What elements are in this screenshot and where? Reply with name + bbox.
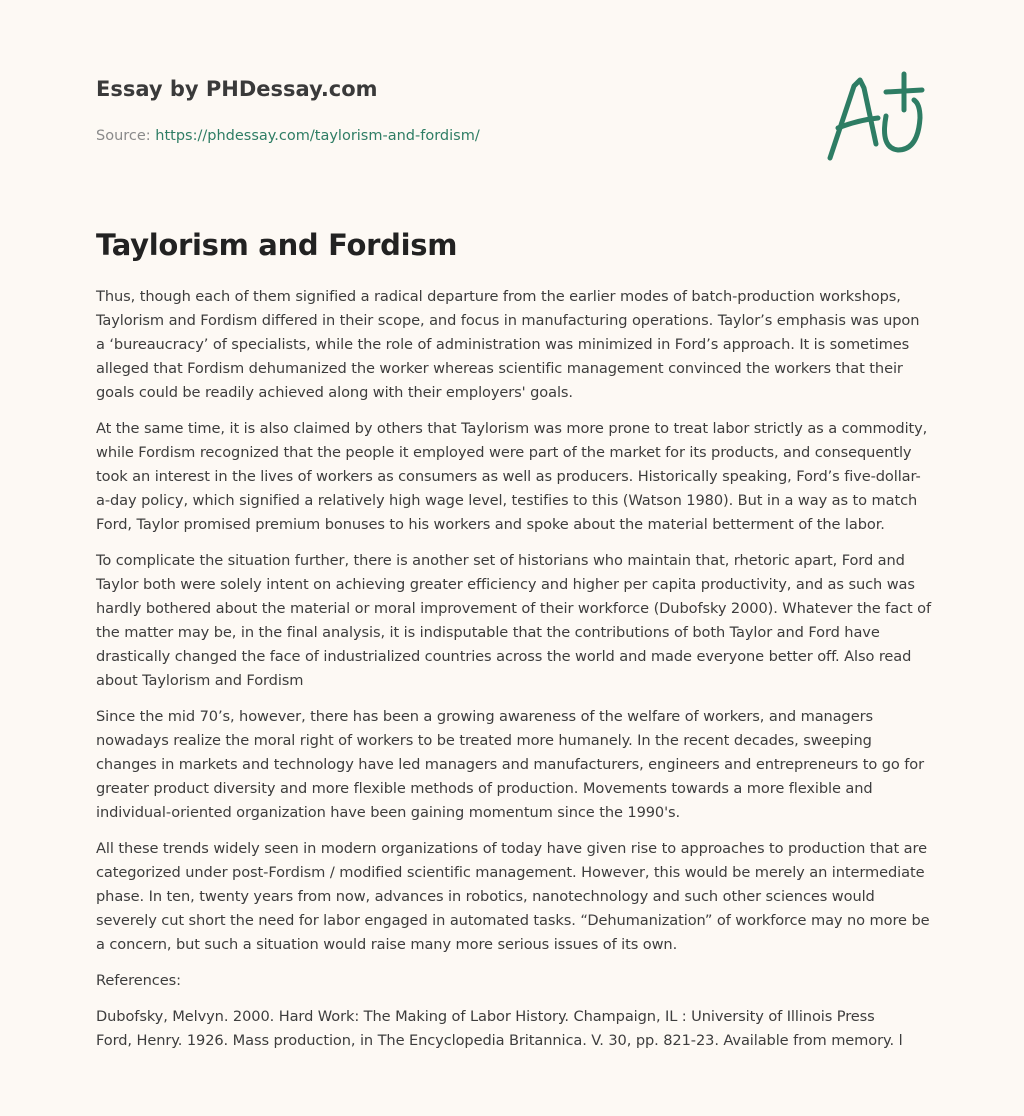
- source-label: Source:: [96, 128, 156, 144]
- source-link[interactable]: https://phdessay.com/taylorism-and-fordism/: [155, 128, 480, 144]
- essay-title: Taylorism and Fordism: [96, 228, 458, 262]
- a-plus-grade-svg: [820, 66, 930, 166]
- reference-item: Dubofsky, Melvyn. 2000. Hard Work: The Making of Labor History. Champaign, IL : University of Illinois Press: [96, 1008, 875, 1025]
- essay-paragraph: Thus, though each of them signified a radical departure from the earlier modes of batch-production workshops, Taylorism and Fordism differed in their scope, and focus in manufacturing operations. Taylor’s emphasis was upon a ‘bureaucracy’ of specialists, while the role of administration was minimized in Ford’s approach. It is sometimes alleged that Fordism dehumanized the worker whereas scientific management convinced the workers that their goals could be readily achieved along with their employers' goals.: [96, 288, 920, 401]
- essay-paragraph: All these trends widely seen in modern organizations of today have given rise to approaches to production that are categorized under post-Fordism / modified scientific management. However, this would be merely an intermediate phase. In ten, twenty years from now, advances in robotics, nanotechnology and such other sciences would severely cut short the need for labor engaged in automated tasks. “Dehumanization” of workforce may no more be a concern, but such a situation would raise many more serious issues of its own.: [96, 840, 930, 953]
- a-plus-grade-icon: [820, 66, 930, 166]
- plus-horizontal-stroke: [886, 90, 922, 92]
- source-line: [96, 126, 796, 146]
- essay-body: [96, 285, 931, 1053]
- essay-paragraph: At the same time, it is also claimed by others that Taylorism was more prone to treat labor strictly as a commodity, while Fordism recognized that the people it employed were part of the market for its products, and consequently took an interest in the lives of workers as consumers as well as producers. Historically speaking, Ford’s five-dollar-a-day policy, which signified a relatively high wage level, testifies to this (Watson 1980). But in a way as to match Ford, Taylor promised premium bonuses to his workers and spoke about the material betterment of the labor.: [96, 420, 928, 533]
- essay-paragraph: To complicate the situation further, there is another set of historians who maintain that, rhetoric apart, Ford and Taylor both were solely intent on achieving greater efficiency and higher per capita productivity, and as such was hardly bothered about the material or moral improvement of their workforce (Dubofsky 2000). Whatever the fact of the matter may be, in the final analysis, it is indisputable that the contributions of both Taylor and Ford have drastically changed the face of industrialized countries across the world and made everyone better off. Also read about Taylorism and Fordism: [96, 552, 932, 689]
- site-brand: Essay by PHDessay.com: [96, 77, 378, 101]
- reference-item: Ford, Henry. 1926. Mass production, in The Encyclopedia Britannica. V. 30, pp. 821-23. Available from memory. l: [96, 1032, 903, 1049]
- essay-header: [96, 74, 796, 146]
- essay-paragraph: Since the mid 70’s, however, there has been a growing awareness of the welfare of workers, and managers nowadays realize the moral right of workers to be treated more humanely. In the recent decades, sweeping changes in markets and technology have led managers and manufacturers, engineers and entrepreneurs to go for greater product diversity and more flexible methods of production. Movements towards a more flexible and individual-oriented organization have been gaining momentum since the 1990's.: [96, 708, 925, 821]
- references-heading: References:: [96, 972, 181, 989]
